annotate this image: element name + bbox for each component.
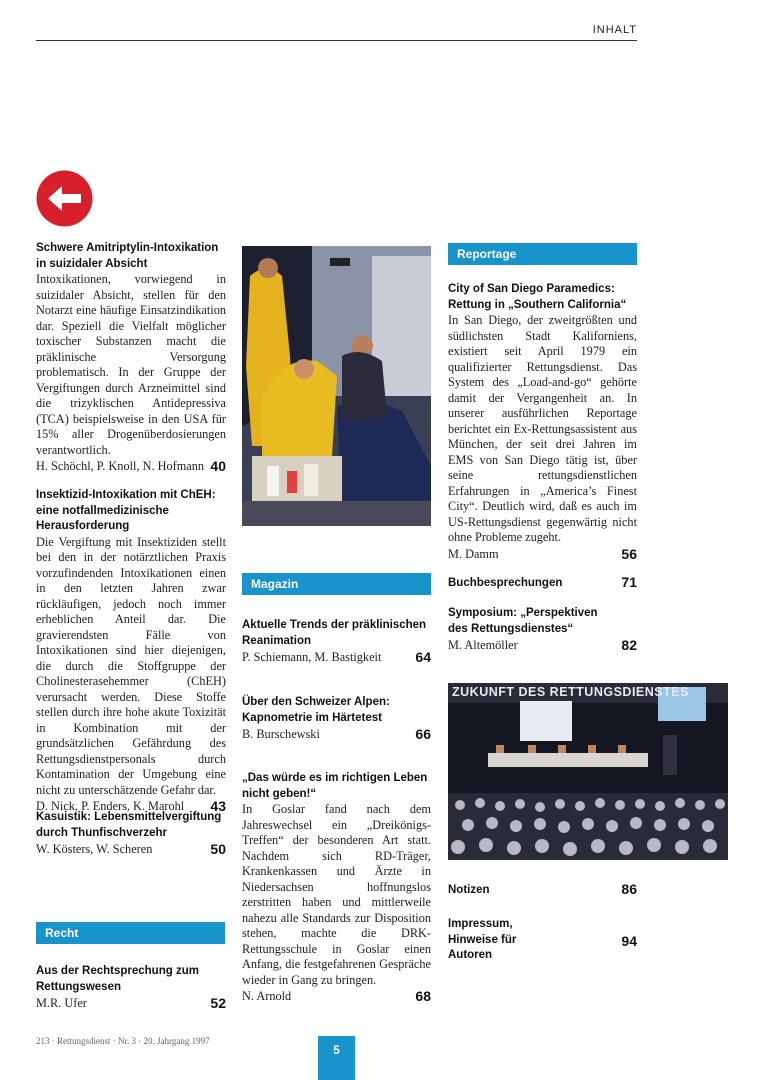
article-dreikoenigs-treffen[interactable] [242,771,431,1004]
article-authors: H. Schöchl, P. Knoll, N. Hofmann [36,459,205,473]
article-authors: W. Kösters, W. Scheren [36,842,153,856]
article-authors: M. Damm [448,546,499,561]
article-title: Aktuelle Trends der präklinischen Reanimation [242,619,427,647]
entry-page-number: 94 [621,933,637,949]
section-label: INHALT [592,24,637,36]
article-kapnometrie[interactable] [242,695,431,742]
article-page-number: 40 [210,458,226,474]
article-byline [36,841,226,857]
banner-text: ZUKUNFT DES RETTUNGSDIENSTES [452,685,689,699]
entry-symposium[interactable] [448,606,637,653]
article-authors: D. Nick, P. Enders, K. Marohl [36,799,185,813]
article-byline [242,726,431,742]
entry-page-number: 82 [621,637,637,653]
article-title: Schwere Amitriptylin-Intoxikation in suizidaler Absicht [36,242,219,270]
article-title: Über den Schweizer Alpen: Kapnometrie im Härtetest [242,696,390,724]
article-authors: M.R. Ufer [36,996,87,1010]
entry-byline [448,637,637,653]
entry-page-number: 86 [621,881,637,897]
article-byline [242,649,431,665]
article-authors: B. Burschewski [242,727,320,741]
issue-line: 213 · Rettungsdienst · Nr. 3 · 20. Jahrgang 1997 [36,1036,210,1046]
article-amitriptylin[interactable] [36,241,226,474]
conference-photo [448,683,728,860]
article-page-number: 52 [210,995,226,1011]
article-title: Aus der Rechtsprechung zum Rettungswesen [36,965,199,993]
entry-title: Buchbesprechungen [448,577,563,589]
rescue-scene-photo [242,246,431,526]
conference-scene [448,683,728,860]
article-rechtsprechung[interactable] [36,964,226,1011]
article-byline [242,988,431,1004]
back-arrow-icon[interactable] [36,170,93,227]
article-teaser: In Goslar fand nach dem Jahreswechsel ein „Dreikönigs-Treffen“ der besonderen Art statt. Nachdem sich RD-Träger, Krankenkassen und Ärzte in Niedersachsen hoffnungslos zerstritten haben und mittlerweile nahezu alle Standards zur Disposition stehen, machte die DRK-Rettungsschule in Goslar einen Anfang, die festgefahrenen Gespräche wieder in Gang zu bringen. [242,802,431,987]
entry-row [448,881,637,899]
article-insektizid[interactable] [36,488,226,814]
article-page-number: 43 [210,798,226,814]
entry-buchbesprechungen[interactable] [448,574,637,592]
entry-title: Symposium: „Perspektiven des Rettungsdienstes“ [448,607,598,635]
article-teaser: Die Vergiftung mit Insektiziden stellt bei den in der notärztlichen Praxis vorzufindenden Intoxikationen einen in den letzten Jahren zwar rückläufigen, jedoch noch immer erheblichen Anteil dar. Die gravierendsten Fälle von Intoxikationen sind hier diejenigen, die durch die Stoffgruppe der Cholinesterasehemmer (ChEH) verursacht werden. Diese Stoffe stellen durch ihre hohe akute Toxizität in Kombination mit der grundsätzlichen Gefährdung des Rettungsdienstpersonals durch Kontamination der Umgebung eine nicht zu unterschätzende Gefahr dar. [36,534,226,797]
entry-title: Notizen [448,884,490,896]
section-header-reportage: Reportage [448,243,637,265]
article-title: „Das würde es im richtigen Leben nicht geben!“ [242,772,428,800]
entry-authors: M. Altemöller [448,638,518,652]
article-byline [36,458,226,474]
article-title: Insektizid-Intoxikation mit ChEH: eine notfallmedizinische Herausforderung [36,489,216,532]
article-page-number: 66 [415,726,431,742]
entry-notizen[interactable] [448,881,637,899]
article-page-number: 64 [415,649,431,665]
article-title: Kasuistik: Lebensmittelvergiftung durch Thunfischverzehr [36,811,222,839]
article-authors: P. Schiemann, M. Bastigkeit [242,650,382,664]
article-page-number: 56 [621,545,637,562]
header-divider [36,40,637,41]
page-number-box: 5 [318,1036,355,1080]
article-page-number: 50 [210,841,226,857]
article-title: City of San Diego Paramedics: Rettung in „Southern California“ [448,283,627,311]
entry-row [448,574,637,592]
article-san-diego[interactable] [448,282,637,562]
article-kasuistik[interactable] [36,810,226,857]
entry-impressum[interactable] [448,917,637,964]
article-byline [36,995,226,1011]
article-byline [448,546,637,562]
article-reanimation[interactable] [242,618,431,665]
article-page-number: 68 [415,988,431,1004]
article-authors: N. Arnold [242,989,292,1003]
article-teaser: Intoxikationen, vorwiegend in suizidaler Absicht, stellen für den Notarzt eine häufige Einsatzindikation dar. Speziell die Vielfalt möglicher toxischer Substanzen macht die präklinische Versorgung problematisch. In der Gruppe der Vergiftungen durch Arzneimittel sind die trizyklischen Antidepressiva (TCA) beispielsweise in den USA für 15% aller Drogenüberdosierungen verantwortlich. [36,272,226,457]
section-header-recht: Recht [36,922,225,944]
entry-title: Impressum, Hinweise für Autoren [448,918,517,961]
entry-page-number: 71 [621,574,637,590]
article-teaser: In San Diego, der zweitgrößten und südlichsten Stadt Kaliforniens, existiert seit April 1979 ein qualifizierter Rettungsdienst. Das System des „Load-and-go“ gehörte damit der Vergangenheit an. In unserer ausführlichen Reportage berichtet ein Ex-Rettungsassistent aus München, der seit drei Jahren im EMS von San Diego tätig ist, über seine rettungsdienstlichen Erfahrungen in „America’s Finest City“. Deutlich wird, daß es auch im US-Rettungsdienst gegenwärtig nicht ohne Probleme zugeht. [448,313,637,544]
section-header-magazin: Magazin [242,573,431,595]
